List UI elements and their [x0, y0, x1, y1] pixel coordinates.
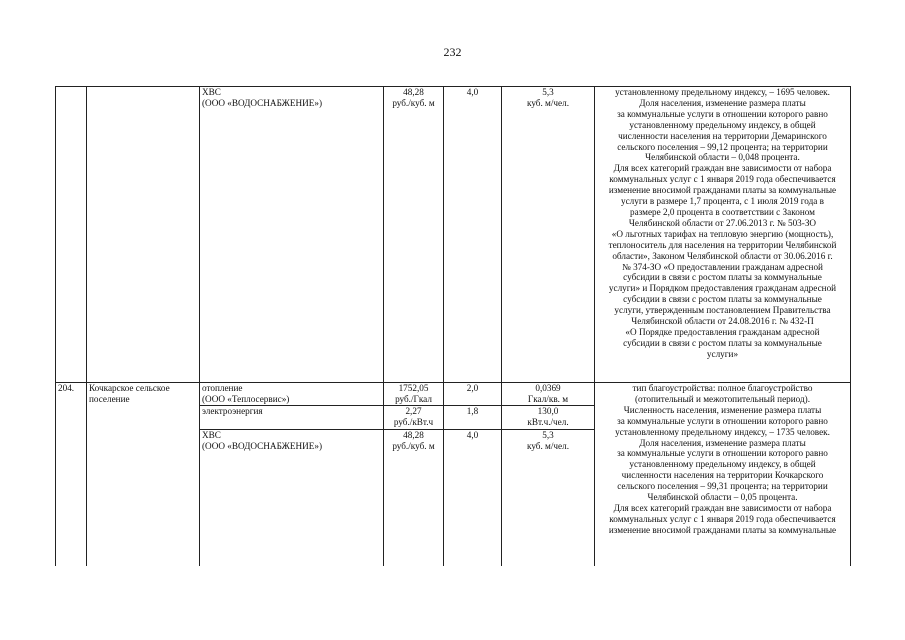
norm-value: 5,3	[542, 430, 554, 440]
description-line: субсидии в связи с ростом платы за коммунальные	[623, 272, 822, 283]
description-line: размере 2,0 процента в соответствии с Законом	[630, 206, 815, 217]
growth-cell	[444, 87, 502, 383]
description-line: Для всех категорий граждан вне зависимости от набора	[613, 502, 832, 513]
description-line: услуги, утвержденным постановлением Правительства	[614, 305, 831, 316]
description-line: коммунальных услуг с 1 января 2019 года обеспечивается	[609, 174, 836, 185]
row-number-cell	[56, 87, 87, 383]
table-row	[56, 87, 851, 383]
tariff-value: 48,28	[403, 87, 424, 97]
service-name: отопление	[202, 383, 243, 393]
tariff-value: 2,27	[405, 406, 422, 416]
service-provider: (ООО «ВОДОСНАБЖЕНИЕ»)	[202, 440, 322, 451]
description-line: «О льготных тарифах на тепловую энергию (мощность),	[611, 228, 834, 239]
norm-cell	[502, 406, 595, 430]
norm-unit: кВт.ч./чел.	[527, 416, 569, 427]
description-line: субсидии в связи с ростом платы за коммунальные	[623, 337, 822, 348]
growth-cell	[444, 406, 502, 430]
description-cell	[595, 383, 851, 566]
description-line: теплоноситель для населения на территории Челябинской	[608, 239, 837, 250]
description-line: Челябинской области от 27.06.2013 г. № 503-ЗО	[628, 217, 817, 228]
norm-value: 5,3	[542, 87, 554, 97]
description-line: Челябинской области – 0,05 процента.	[647, 492, 798, 503]
growth-value: 4,0	[466, 430, 479, 440]
row-number-cell: 204.	[56, 383, 87, 566]
service-cell	[200, 430, 384, 566]
description-line: за коммунальные услуги в отношении которого равно	[617, 108, 828, 119]
norm-value: 130,0	[537, 406, 559, 416]
description-line: численности населения на территории Кочкарского	[621, 470, 824, 481]
description-line: Челябинской области от 24.08.2016 г. № 432-П	[631, 316, 814, 327]
tariff-unit: руб./куб. м	[392, 440, 435, 451]
norm-unit: куб. м/чел.	[526, 440, 570, 451]
service-cell	[200, 383, 384, 406]
norm-unit: куб. м/чел.	[526, 97, 570, 108]
growth-value: 2,0	[466, 383, 479, 393]
growth-value: 4,0	[466, 87, 479, 97]
service-name: ХВС	[202, 430, 221, 440]
description-line: установленному предельному индексу, в общей	[629, 459, 816, 470]
description-line: изменение вносимой гражданами платы за коммунальные	[608, 185, 837, 196]
description-cell	[595, 87, 851, 383]
page-number: 232	[443, 45, 462, 59]
service-cell	[200, 406, 384, 430]
description-line: субсидии в связи с ростом платы за коммунальные	[623, 294, 822, 305]
service-name: ХВС	[202, 87, 221, 97]
description-line: тип благоустройства: полное благоустройство	[632, 383, 813, 393]
description-line: № 374-ЗО «О предоставлении гражданам адресной	[622, 261, 823, 272]
service-provider: (ООО «ВОДОСНАБЖЕНИЕ»)	[202, 97, 322, 108]
description-line: «О Порядке предоставления гражданам адресной	[625, 326, 820, 337]
description-line: (отопительный и межотопительный период).	[634, 393, 811, 404]
tariff-table	[55, 86, 851, 566]
description-line: услуги» и Порядком предоставления гражданам адресной	[608, 283, 837, 294]
description-line: за коммунальные услуги в отношении которого равно	[617, 448, 828, 459]
growth-cell	[444, 383, 502, 406]
tariff-cell	[384, 430, 444, 566]
description-line: Челябинской области – 0,048 процента.	[645, 152, 800, 163]
growth-cell	[444, 430, 502, 566]
description-line: численности населения на территории Демаринского	[618, 130, 827, 141]
description-line: изменение вносимой гражданами платы за коммунальные	[608, 524, 837, 535]
service-cell	[200, 87, 384, 383]
description-line: Доля населения, изменение размера платы	[639, 97, 806, 108]
table-row	[56, 383, 851, 406]
description-line: Для всех категорий граждан вне зависимости от набора	[613, 163, 832, 174]
tariff-unit: руб./кВт.ч	[393, 416, 434, 427]
norm-cell	[502, 87, 595, 383]
description-line: установленному предельному индексу, – 1695 человек.	[615, 87, 830, 97]
tariff-cell	[384, 406, 444, 430]
tariff-unit: руб./куб. м	[392, 97, 435, 108]
tariff-cell	[384, 87, 444, 383]
norm-unit: Гкал/кв. м	[527, 393, 569, 404]
norm-value: 0,0369	[535, 383, 561, 393]
description-line: услуги»	[706, 348, 739, 359]
description-line: сельского поселения – 99,31 процента; на территории	[617, 481, 828, 492]
settlement-cell: Кочкарское сельское поселение	[87, 383, 200, 566]
tariff-value: 48,28	[403, 430, 424, 440]
description-line: установленному предельному индексу, – 1735 человек.	[615, 426, 830, 437]
norm-cell	[502, 430, 595, 566]
growth-value: 1,8	[466, 406, 479, 416]
norm-cell	[502, 383, 595, 406]
description-line: Доля населения, изменение размера платы	[639, 437, 806, 448]
description-line: Численность населения, изменение размера платы	[623, 404, 822, 415]
description-line: установленному предельному индексу, в общей	[629, 119, 816, 130]
tariff-unit: руб./Гкал	[395, 393, 432, 404]
tariff-cell	[384, 383, 444, 406]
description-line: услуги в размере 1,7 процента, с 1 июля 2019 года в	[621, 196, 824, 207]
service-name: электроэнергия	[202, 406, 263, 416]
tariff-value: 1752,05	[398, 383, 429, 393]
description-line: коммунальных услуг с 1 января 2019 года обеспечивается	[609, 513, 836, 524]
description-line: за коммунальные услуги в отношении которого равно	[617, 415, 828, 426]
description-line: области», Законом Челябинской области от 30.06.2016 г.	[612, 250, 833, 261]
service-provider: (ООО «Теплосервис»)	[202, 393, 290, 404]
settlement-cell	[87, 87, 200, 383]
description-line: сельского поселения – 99,12 процента; на территории	[617, 141, 828, 152]
